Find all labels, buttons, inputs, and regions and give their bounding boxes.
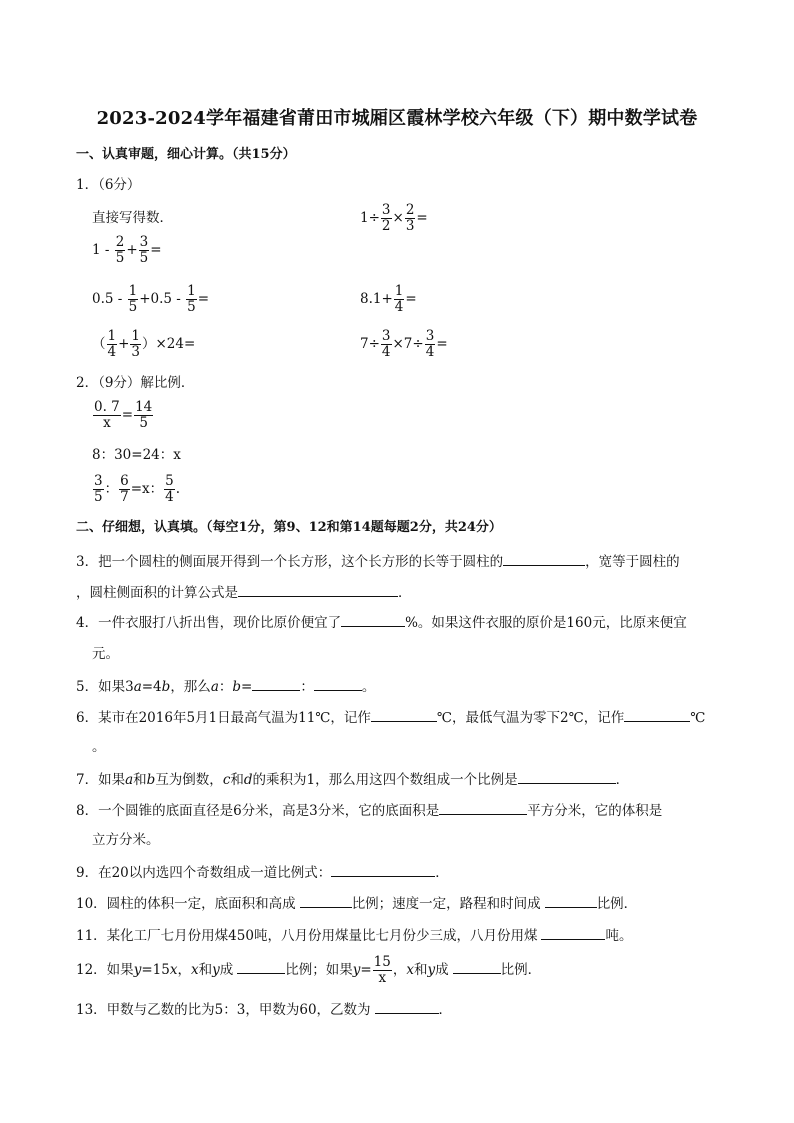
q11-blank[interactable]	[541, 925, 605, 940]
q2-equation-1: $\frac{0. 7}{x}$ = $\frac{14}{5}$	[94, 399, 153, 431]
q3-blank-2[interactable]	[238, 582, 398, 597]
q1-label: 1．（6分）	[76, 177, 141, 193]
q4-blank-1[interactable]	[341, 612, 405, 627]
q2-equation-3: $\frac{3}{5}$ ： $\frac{6}{7}$ =x： $\frac{5}{4}$ .	[94, 473, 181, 505]
q12-blank-1[interactable]	[237, 959, 285, 974]
q13: 13．甲数与乙数的比为5：3，甲数为60，乙数为 ．	[76, 999, 452, 1019]
q12-blank-2[interactable]	[453, 959, 501, 974]
q3-line-2: ，圆柱侧面积的计算公式是 ．	[76, 582, 412, 602]
q10-blank-2[interactable]	[545, 893, 597, 908]
page-title: 2023-2024学年福建省莆田市城厢区霞林学校六年级（下）期中数学试卷	[96, 108, 698, 129]
q1-item-6: 7÷ $\frac{3}{4}$ ×7÷ $\frac{3}{4}$ =	[360, 328, 448, 360]
q4-line-1: 4．一件衣服打八折出售，现价比原价便宜了 %。如果这件衣服的原价是160元，比原来便宜	[76, 612, 687, 632]
q10-blank-1[interactable]	[300, 893, 352, 908]
q2-equation-2: 8：30=24：x	[92, 447, 181, 463]
q1-item-4: 8.1+ $\frac{1}{4}$ =	[360, 283, 417, 315]
q1-item-5: （ $\frac{1}{4}$ + $\frac{1}{3}$ ）×24=	[92, 328, 196, 360]
q6-line-1: 6．某市在2016年5月1日最高气温为11℃，记作 ℃，最低气温为零下2℃，记作 ℃	[76, 707, 705, 727]
q3-line-1: 3．把一个圆柱的侧面展开得到一个长方形，这个长方形的长等于圆柱的 ，宽等于圆柱的	[76, 551, 680, 571]
q6-blank-2[interactable]	[624, 707, 690, 722]
q5: 5．如果3a=4b，那么a：b= ： 。	[76, 676, 375, 696]
q5-blank-2[interactable]	[314, 676, 362, 691]
q9: 9．在20以内选四个奇数组成一道比例式： ．	[76, 862, 449, 882]
section-2-heading: 二、仔细想，认真填。（每空1分，第9、12和第14题每题2分，共24分）	[76, 520, 502, 535]
q8-line-1: 8．一个圆锥的底面直径是6分米，高是3分米，它的底面积是 平方分米，它的体积是	[76, 800, 662, 820]
q2-label: 2．（9分）解比例．	[76, 375, 195, 391]
q7: 7．如果a和b互为倒数，c和d的乘积为1，那么用这四个数组成一个比例是 ．	[76, 769, 629, 789]
q10: 10．圆柱的体积一定，底面积和高成 比例；速度一定，路程和时间成 比例．	[76, 893, 637, 913]
q12: 12．如果y=15x，x和y成 比例；如果y= $\frac{15}{x}$ ，x和y成 比例．	[76, 954, 542, 986]
q1-item-3: 0.5 - $\frac{1}{5}$ +0.5 - $\frac{1}{5}$ =	[92, 283, 210, 315]
q13-blank[interactable]	[375, 999, 439, 1014]
q11: 11．某化工厂七月份用煤450吨，八月份用煤量比七月份少三成，八月份用煤 吨。	[76, 925, 632, 945]
q1-item-2: 1÷ $\frac{3}{2}$ × $\frac{2}{3}$ =	[360, 202, 428, 234]
q6-blank-1[interactable]	[371, 707, 437, 722]
q1-instruction: 直接写得数．	[92, 210, 173, 226]
q4-line-2: 元。	[92, 646, 119, 662]
q8-blank-1[interactable]	[439, 800, 527, 815]
q7-blank[interactable]	[518, 769, 616, 784]
q8-line-2: 立方分米。	[92, 832, 160, 848]
q9-blank[interactable]	[331, 862, 435, 877]
q6-line-2: 。	[92, 739, 106, 755]
section-1-heading: 一、认真审题，细心计算。（共15分）	[76, 147, 296, 162]
q3-blank-1[interactable]	[503, 551, 585, 566]
q1-item-1: 1 - $\frac{2}{5}$ + $\frac{3}{5}$ =	[92, 234, 162, 266]
q5-blank-1[interactable]	[252, 676, 300, 691]
